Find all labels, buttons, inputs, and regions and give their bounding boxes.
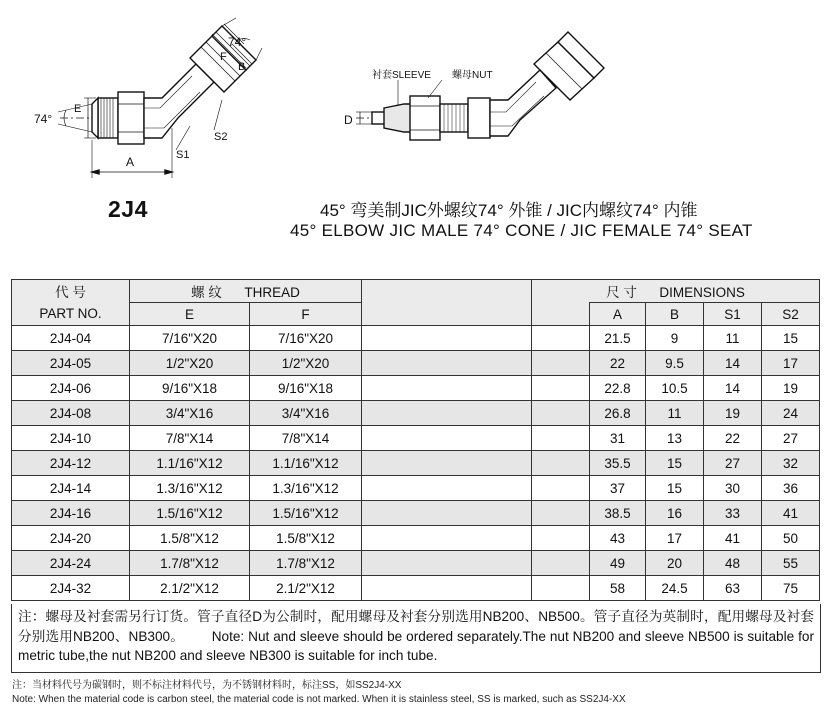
cell-s2: 24 xyxy=(762,401,820,426)
cell-s1: 27 xyxy=(704,451,762,476)
table-row xyxy=(12,326,820,351)
blank-cell xyxy=(362,526,532,551)
material-footnote-en: Note: When the material code is carbon steel, the material code is not marked. When it is stainless steel, SS is marked, such as SS2J4-XX xyxy=(12,694,626,705)
note-english: Note: Nut and sleeve should be ordered separately.The nut NB200 and sleeve NB500 is suitable for metric tube,the nut NB200 and sleeve NB300 is suitable for inch tube. xyxy=(18,628,815,663)
cell-s1: 14 xyxy=(704,351,762,376)
dim-header-en-text: DIMENSIONS xyxy=(659,285,745,300)
cell-s2: 41 xyxy=(762,501,820,526)
product-title-chinese: 45° 弯美制JIC外螺纹74° 外锥 / JIC内螺纹74° 内锥 xyxy=(320,201,698,220)
cell-e: 1/2"X20 xyxy=(130,351,250,376)
label-s2: S2 xyxy=(214,131,228,143)
cell-e: 1.1/16"X12 xyxy=(130,451,250,476)
table-row xyxy=(12,351,820,376)
cell-b: 9 xyxy=(646,326,704,351)
cell-e: 1.3/16"X12 xyxy=(130,476,250,501)
blank-cell xyxy=(532,476,590,501)
table-subheader-row xyxy=(12,303,820,326)
table-row xyxy=(12,551,820,576)
label-sleeve: 衬套SLEEVE xyxy=(372,70,431,81)
table-row xyxy=(12,426,820,451)
blank-cell xyxy=(362,476,532,501)
table-body xyxy=(12,326,820,601)
cell-b: 10.5 xyxy=(646,376,704,401)
blank-cell xyxy=(362,376,532,401)
cell-s1: 11 xyxy=(704,326,762,351)
cell-part: 2J4-24 xyxy=(12,551,130,576)
cell-f: 7/16"X20 xyxy=(250,326,362,351)
material-footnote-cn: 注：当材料代号为碳钢时，则不标注材料代号，为不锈钢材料时，标注SS，如SS2J4-XX xyxy=(12,680,402,691)
blank-subheader-cell xyxy=(362,303,532,326)
cell-a: 22 xyxy=(590,351,646,376)
cell-f: 2.1/2"X12 xyxy=(250,576,362,601)
cell-s2: 17 xyxy=(762,351,820,376)
cell-s1: 33 xyxy=(704,501,762,526)
cell-b: 15 xyxy=(646,476,704,501)
cell-f: 1/2"X20 xyxy=(250,351,362,376)
cell-s2: 36 xyxy=(762,476,820,501)
cell-a: 58 xyxy=(590,576,646,601)
cell-e: 1.5/8"X12 xyxy=(130,526,250,551)
col-header-a: A xyxy=(590,303,646,326)
cell-b: 15 xyxy=(646,451,704,476)
cell-a: 21.5 xyxy=(590,326,646,351)
col-header-s2: S2 xyxy=(762,303,820,326)
cell-part: 2J4-16 xyxy=(12,501,130,526)
cell-a: 49 xyxy=(590,551,646,576)
label-f: F xyxy=(220,51,227,63)
thread-header xyxy=(130,280,362,303)
cell-a: 31 xyxy=(590,426,646,451)
cell-e: 1.5/16"X12 xyxy=(130,501,250,526)
cell-s1: 63 xyxy=(704,576,762,601)
cell-f: 7/8"X14 xyxy=(250,426,362,451)
blank-cell xyxy=(532,376,590,401)
cell-a: 37 xyxy=(590,476,646,501)
blank-cell xyxy=(532,551,590,576)
blank-cell xyxy=(362,351,532,376)
cell-b: 17 xyxy=(646,526,704,551)
cell-b: 16 xyxy=(646,501,704,526)
blank-header-cell xyxy=(362,280,532,303)
cell-s1: 30 xyxy=(704,476,762,501)
col-header-f: F xyxy=(250,303,362,326)
blank-cell xyxy=(532,451,590,476)
cell-s1: 14 xyxy=(704,376,762,401)
cell-e: 2.1/2"X12 xyxy=(130,576,250,601)
cell-f: 1.7/8"X12 xyxy=(250,551,362,576)
cell-a: 43 xyxy=(590,526,646,551)
label-e: E xyxy=(74,103,82,115)
cell-s2: 19 xyxy=(762,376,820,401)
blank-cell xyxy=(532,576,590,601)
order-notes xyxy=(11,604,821,673)
cell-s1: 41 xyxy=(704,526,762,551)
cell-b: 20 xyxy=(646,551,704,576)
cell-b: 13 xyxy=(646,426,704,451)
label-b: B xyxy=(238,61,246,73)
blank-cell xyxy=(362,451,532,476)
label-a: A xyxy=(126,155,135,169)
cell-s2: 27 xyxy=(762,426,820,451)
col-header-b: B xyxy=(646,303,704,326)
blank-cell xyxy=(532,426,590,451)
thread-header-cn-text: 螺 纹 xyxy=(191,285,222,300)
label-nut: 螺母NUT xyxy=(452,70,493,81)
table-row xyxy=(12,476,820,501)
cell-e: 7/16"X20 xyxy=(130,326,250,351)
cell-part: 2J4-06 xyxy=(12,376,130,401)
blank-cell xyxy=(362,501,532,526)
table-row xyxy=(12,401,820,426)
blank-cell xyxy=(532,351,590,376)
cell-part: 2J4-14 xyxy=(12,476,130,501)
table-header-row xyxy=(12,280,820,303)
blank-cell xyxy=(362,551,532,576)
cell-f: 1.5/8"X12 xyxy=(250,526,362,551)
cell-s2: 55 xyxy=(762,551,820,576)
product-code-title: 2J4 xyxy=(108,196,148,222)
col-header-e: E xyxy=(130,303,250,326)
table-row xyxy=(12,576,820,601)
cell-s2: 50 xyxy=(762,526,820,551)
label-angle-left: 74° xyxy=(34,112,53,126)
cell-f: 1.1/16"X12 xyxy=(250,451,362,476)
dimensions-table xyxy=(11,279,820,601)
cell-part: 2J4-05 xyxy=(12,351,130,376)
note-chinese: 注：螺母及衬套需另行订货。管子直径D为公制时，配用螺母及衬套分别选用NB200、NB500。管子直径为英制时，配用螺母及衬套分别选用NB200、NB300。 xyxy=(18,609,814,644)
cell-e: 9/16"X18 xyxy=(130,376,250,401)
blank-cell xyxy=(532,501,590,526)
cell-e: 3/4"X16 xyxy=(130,401,250,426)
dimensions-header xyxy=(532,280,820,303)
cell-f: 1.5/16"X12 xyxy=(250,501,362,526)
col-header-s1: S1 xyxy=(704,303,762,326)
cell-b: 24.5 xyxy=(646,576,704,601)
cell-e: 7/8"X14 xyxy=(130,426,250,451)
table-row xyxy=(12,376,820,401)
cell-f: 1.3/16"X12 xyxy=(250,476,362,501)
thread-header-en-text: THREAD xyxy=(244,285,300,300)
cell-a: 22.8 xyxy=(590,376,646,401)
cell-f: 3/4"X16 xyxy=(250,401,362,426)
cell-s1: 19 xyxy=(704,401,762,426)
cell-a: 38.5 xyxy=(590,501,646,526)
product-title-english: 45° ELBOW JIC MALE 74° CONE / JIC FEMALE 74° SEAT xyxy=(290,221,753,240)
cell-part: 2J4-10 xyxy=(12,426,130,451)
part-header-cn-text: 代 号 xyxy=(55,285,86,301)
cell-part: 2J4-08 xyxy=(12,401,130,426)
blank-cell xyxy=(532,401,590,426)
right-fitting-assembly-drawing xyxy=(356,32,604,140)
cell-part: 2J4-04 xyxy=(12,326,130,351)
cell-part: 2J4-32 xyxy=(12,576,130,601)
blank-cell xyxy=(362,576,532,601)
cell-s2: 75 xyxy=(762,576,820,601)
table-row xyxy=(12,501,820,526)
blank-cell xyxy=(362,326,532,351)
cell-s2: 32 xyxy=(762,451,820,476)
blank-subheader-cell-2 xyxy=(532,303,590,326)
cell-s1: 48 xyxy=(704,551,762,576)
cell-e: 1.7/8"X12 xyxy=(130,551,250,576)
blank-cell xyxy=(532,326,590,351)
blank-cell xyxy=(532,526,590,551)
cell-a: 26.8 xyxy=(590,401,646,426)
cell-a: 35.5 xyxy=(590,451,646,476)
dim-header-cn-text: 尺 寸 xyxy=(606,285,637,300)
cell-part: 2J4-20 xyxy=(12,526,130,551)
part-no-header-cn xyxy=(12,280,130,303)
cell-f: 9/16"X18 xyxy=(250,376,362,401)
blank-cell xyxy=(362,426,532,451)
table-row xyxy=(12,526,820,551)
cell-s1: 22 xyxy=(704,426,762,451)
blank-cell xyxy=(362,401,532,426)
part-no-header-en: PART NO. xyxy=(12,303,130,326)
cell-b: 9.5 xyxy=(646,351,704,376)
label-angle-top: 74° xyxy=(228,35,247,49)
label-s1: S1 xyxy=(176,149,190,161)
table-row xyxy=(12,451,820,476)
cell-s2: 15 xyxy=(762,326,820,351)
cell-part: 2J4-12 xyxy=(12,451,130,476)
cell-b: 11 xyxy=(646,401,704,426)
label-d: D xyxy=(344,113,353,127)
